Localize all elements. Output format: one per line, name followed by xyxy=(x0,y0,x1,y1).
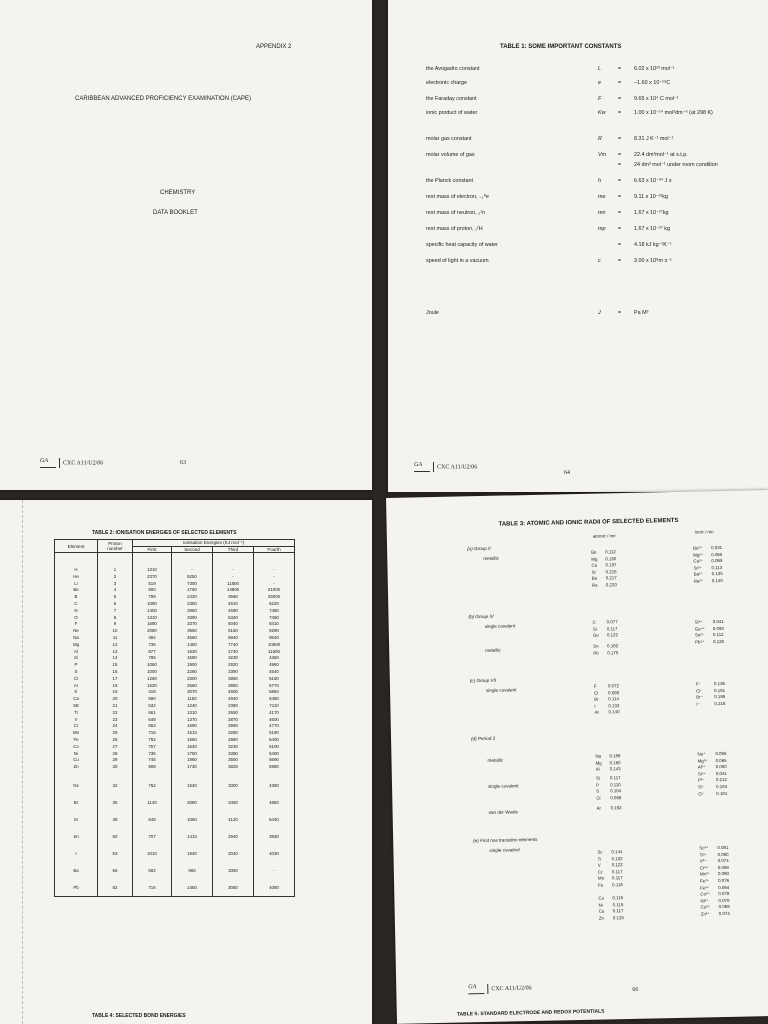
page-number: 64 xyxy=(564,470,570,476)
col-third: Third xyxy=(213,547,254,553)
col-group-ie: Ionisation Energies (KJ mol⁻¹) xyxy=(133,540,295,547)
cxc-logo-icon: GA xyxy=(40,458,56,468)
page-radii: TABLE 3: ATOMIC AND IONIC RADII OF SELECTED ELEMENTS atomic / nm ionic / nm (a) Group II metallic Be Mg Ca Sr Ba Ra 0.112 0.160 0.197 0.215 0.217 0.220 Be²⁺ Mg²⁺ Ca²⁺ Sr²⁺ Ba²⁺ Ra²⁺ 0.031 0.065 0.099 0.113 0.135 0.140 (b) Group IV single covalent C Si Ge 0.077 0.117 0.122 metallic Sn Pb 0.162 0.175 Si⁴⁺ Ge⁴⁺ Sn²⁺ Pb²⁺ 0.041 0.093 0.112 0.120 (c) Group VII single covalent F Cl Br I At 0.072 0.099 0.114 0.133 0.140 F⁻ Cl⁻ Br⁻ I⁻ 0.136 0.181 0.195 0.216 (d) Period 3 metallic Na Mg Al 0.186 0.160 0.143 single covalent Si P S Cl 0.117 0.110 0.104 0.099 van der Waals Ar 0.192 Na⁺ Mg²⁺ Al³⁺ Si⁴⁺ P³⁻ S²⁻ Cl⁻ 0.095 0.065 0.050 0.041 0.212 0.184 0.181 (e) First row transition elements single covalent Sc Ti V Cr Mn Fe Co Ni Cu Zn 0.144 0.132 0.122 0.117 0.117 0.116 0.116 0.115 0.117 0.125 Sc³⁺ Ti²⁺ V³⁺ Cr³⁺ Mn²⁺ Fe²⁺ Fe³⁺ Co²⁺ Ni²⁺ Cu²⁺ Zn²⁺ 0.081 0.090 0.074 0.069 0.080 0.076 0.064 0.078 0.078 0.069 0.074 GA CXC A11/U2/06 66 TABLE 5: STANDARD ELECTRODE AND REDOX POTENTIALS xyxy=(386,490,768,1024)
page-ionisation xyxy=(0,500,372,1024)
cxc-logo-icon: GA xyxy=(414,462,430,472)
page-number: 63 xyxy=(180,460,186,466)
third-ie-column: - - 11800 14800 3660 4610 4590 5320 6040 6150 6940 7740 2740 3230 2920 3390 3850 3950 4600 4940 2390 2650 2870 2990 3250 2960 3230 3390 3550 3828 xyxy=(226,567,240,770)
first-ie-column: 1310 2370 519 900 799 1090 1400 1310 1680 2080 494 736 577 786 1060 1000 1260 1520 418 590 632 661 648 653 716 762 757 736 745 908 xyxy=(147,567,157,770)
elements-column: H He Li Be B C N O F Ne Na Mg Al Si P S Cl Ar K Ca SE Ti V Cr Mn Fe Co Ni Cu Zn xyxy=(72,567,80,770)
table1-title: TABLE 1: SOME IMPORTANT CONSTANTS xyxy=(500,44,622,50)
proton-column-b: 32 35 38 50 53 56 82 xyxy=(112,782,118,890)
atomic-heading: atomic / nm xyxy=(592,533,616,539)
section-group-vii: (c) Group VII xyxy=(469,677,497,684)
page-cover xyxy=(0,0,372,490)
exam-title: CARIBBEAN ADVANCED PROFICIENCY EXAMINATION (CAPE) xyxy=(75,96,252,102)
third-ie-column-b: 3300 3460 4120 2940 2040 3390 3080 xyxy=(228,782,238,890)
proton-column: 1 2 3 4 5 6 7 8 9 10 11 12 13 14 15 16 17 18 19 20 21 22 23 24 25 26 27 28 29 30 xyxy=(112,567,118,770)
elements-column-b: Ge Br Sr Sn I Ba Pb xyxy=(73,782,79,890)
col-fourth: Fourth xyxy=(254,547,295,553)
ionic-heading: ionic / nm xyxy=(694,529,714,535)
fourth-ie-column: - - - 21000 25000 6220 7480 7450 8410 9290 9540 10500 11600 4360 4960 4540 5150 5770 5860 6480 7110 4170 4600 4770 5190 5400 5100 5400 5690 5980 xyxy=(267,567,281,770)
cxc-logo-icon: GA xyxy=(468,984,484,994)
section-group-iv: (b) Group IV xyxy=(468,613,494,620)
table3-title: TABLE 3: ATOMIC AND IONIC RADII OF SELECTED ELEMENTS xyxy=(498,517,679,528)
table2-title: TABLE 2: IONISATION ENERGIES OF SELECTED ELEMENTS xyxy=(92,530,237,536)
first-ie-column-b: 762 1140 548 707 1010 502 716 xyxy=(147,782,157,890)
appendix-label: APPENDIX 2 xyxy=(256,44,292,50)
fourth-ie-column-b: 4390 4850 5440 3930 4030 - 4080 xyxy=(269,782,279,890)
section-period-3: (d) Period 3 xyxy=(471,735,496,742)
col-second: Second xyxy=(172,547,213,553)
booklet-title: DATA BOOKLET xyxy=(153,210,198,216)
footer: GA CXC A11/U2/06 xyxy=(414,462,478,471)
section-group-ii: (a) Group II xyxy=(467,545,491,552)
page-number: 66 xyxy=(632,986,639,993)
second-ie-column-b: 1540 2080 1060 1410 1840 965 1450 xyxy=(187,782,197,890)
footer: GA CXC A11/U2/06 xyxy=(40,458,104,467)
table5-title: TABLE 5: STANDARD ELECTRODE AND REDOX POTENTIALS xyxy=(456,1008,605,1018)
col-element: Element xyxy=(55,540,98,553)
footer: GA CXC A11/U2/06 xyxy=(468,983,531,994)
col-proton: Proton number xyxy=(98,540,133,553)
page-constants: TABLE 1: SOME IMPORTANT CONSTANTS the Avogadro constant L = 6.02 x 10²³ mol⁻¹ electronic charge e = −1.60 x 10⁻¹⁹C the Faraday constant F = 9.65 x 10⁴ C mol⁻¹ ionic product of water Kw = 1.00 x 10⁻¹⁴ mol²dm⁻⁶ (at 298 K) molar gas constant R = 8.31 J K⁻¹ mol⁻¹ molar volume of gas Vm = 22.4 dm³mol⁻¹ at s.t.p. = 24 dm³ mol⁻¹ under room condition the Planck constant h = 6.63 x 10⁻³⁴ J s rest mass of electron, ₋₁⁰e me = 9.11 x 10⁻³¹kg rest mass of neutron, ₀¹n mn = 1.67 x 10⁻²⁷kg rest mass of proton, ₁¹H mp = 1.67 x 10⁻²⁷ kg specific heat capacity of water = 4.18 kJ kg⁻¹K⁻¹ speed of light in a vacuum c = 3.00 x 10⁸m s⁻¹ Joule J = Pa M³ GA CXC A11/U2/06 64 xyxy=(388,0,768,492)
col-first: First xyxy=(133,547,172,553)
ionisation-table xyxy=(54,539,295,897)
section-transition: (e) First row transition elements xyxy=(473,836,538,844)
table4-title: TABLE 4: SELECTED BOND ENERGIES xyxy=(92,1013,186,1019)
second-ie-column: - 5250 7300 1760 2420 2350 2860 3390 3370 3950 4560 1450 1820 1580 1900 2260 2300 2660 3070 1150 1240 1310 1370 1590 1510 1560 1640 1750 1960 1730 xyxy=(187,567,197,770)
subject-title: CHEMISTRY xyxy=(160,190,196,196)
